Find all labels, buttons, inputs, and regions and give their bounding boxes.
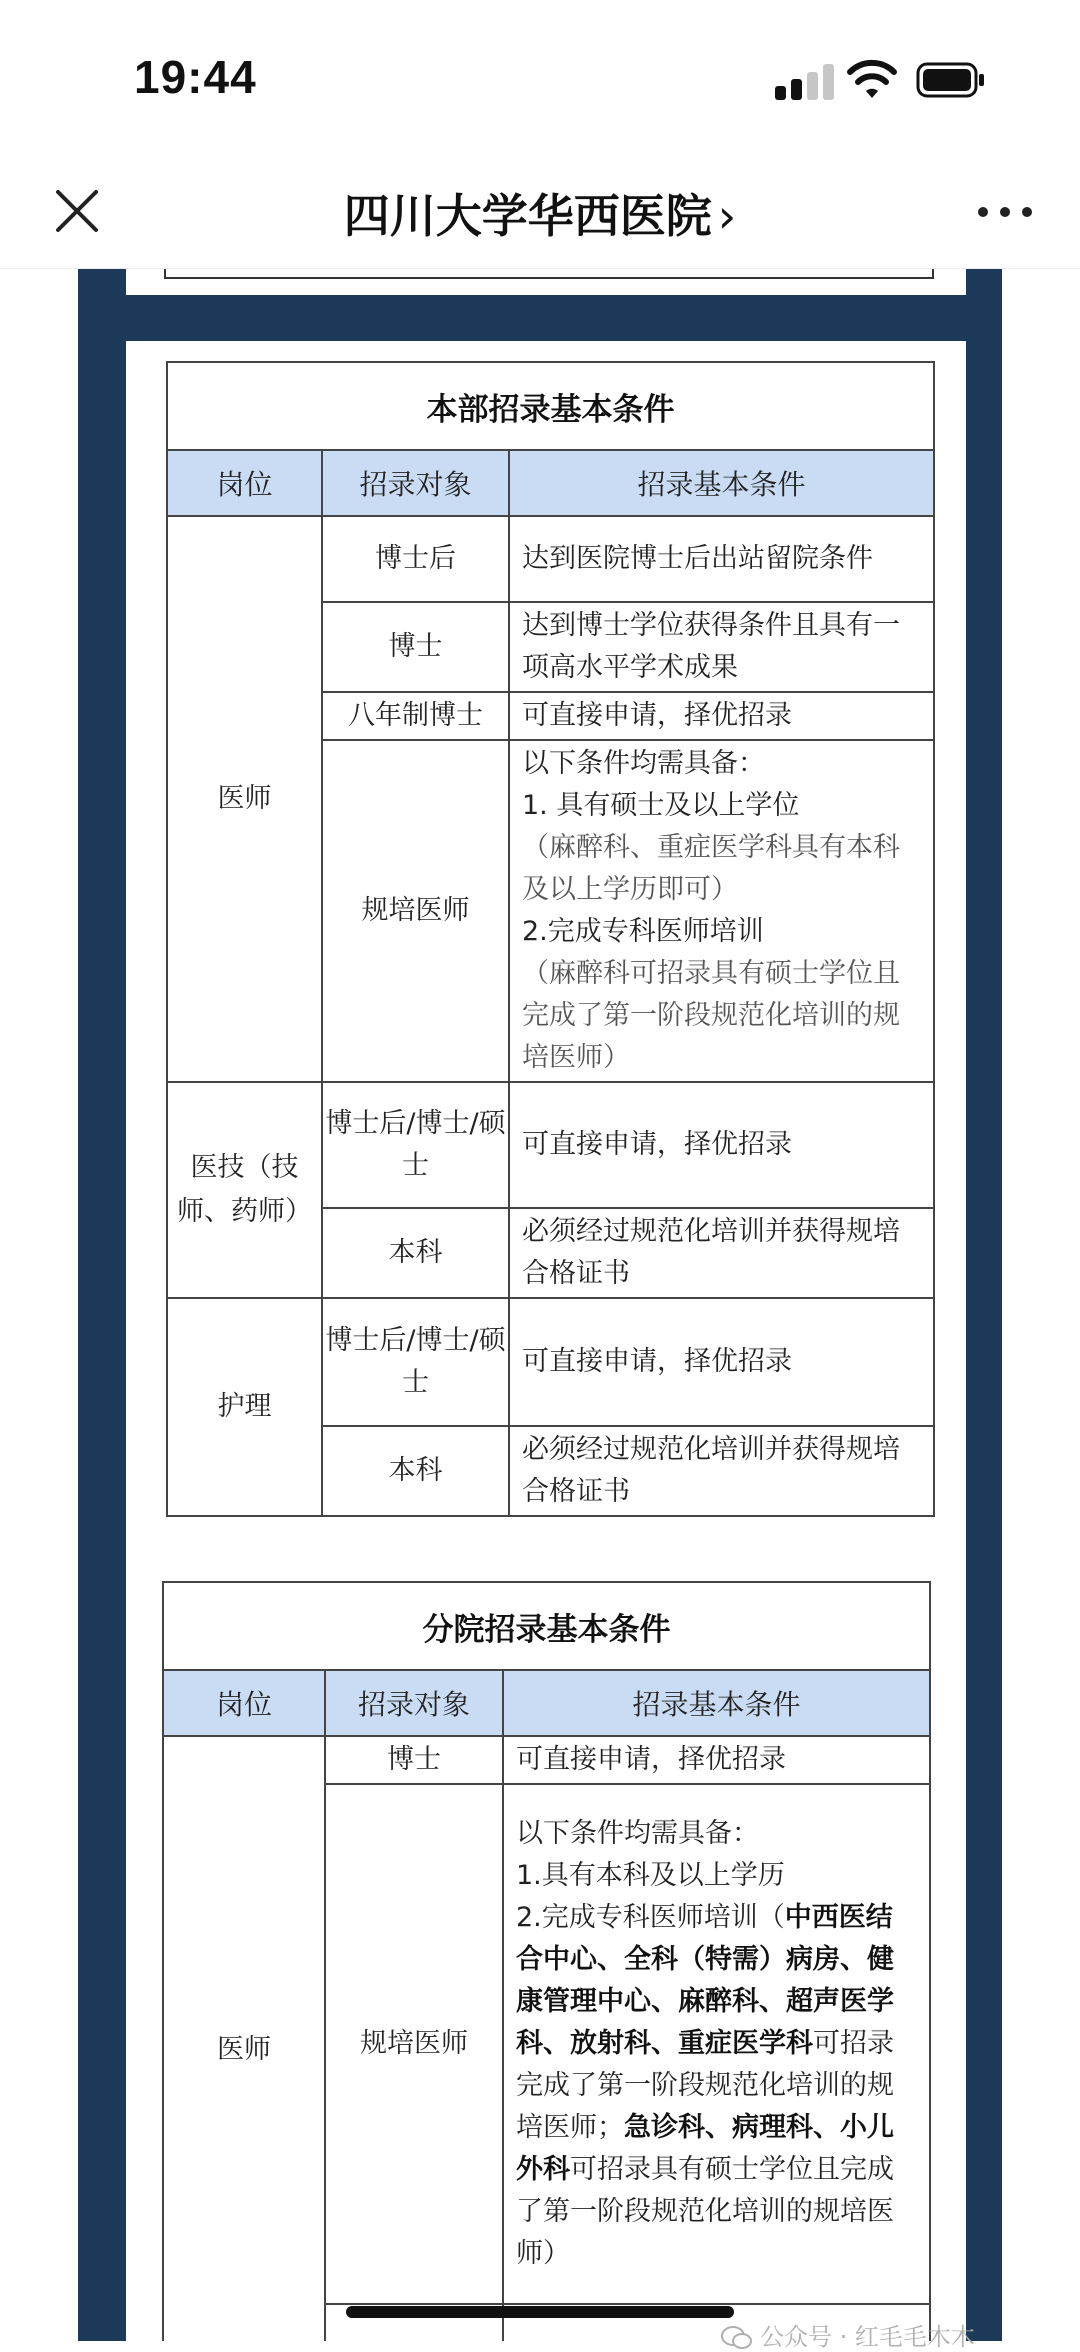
position-cell: 医技（技师、药师） (167, 1082, 322, 1298)
main-campus-panel (126, 341, 966, 1581)
wifi-icon (846, 58, 898, 102)
chevron-right-icon[interactable]: › (717, 189, 737, 243)
table-title: 分院招录基本条件 (163, 1582, 930, 1670)
nav-bar (0, 150, 1080, 269)
condition-text: 2.完成专科医师培训（ (516, 1902, 785, 1933)
battery-icon (916, 60, 986, 100)
condition-cell: 达到博士学位获得条件且具有一项高水平学术成果 (509, 602, 934, 692)
condition-line: 1. 具有硕士及以上学位 (522, 790, 800, 821)
condition-cell: 可直接申请，择优招录 (509, 692, 934, 740)
wechat-icon (720, 2326, 754, 2350)
previous-table-edge (164, 269, 934, 279)
status-time: 19:44 (134, 51, 257, 103)
header-conditions: 招录基本条件 (509, 450, 934, 516)
more-icon[interactable] (975, 202, 1035, 222)
branch-campus-table (162, 1581, 931, 2341)
target-cell: 规培医师 (322, 740, 509, 1082)
main-campus-table (166, 361, 935, 1517)
position-cell: 医师 (167, 516, 322, 1082)
table-row (167, 1298, 934, 1426)
condition-text: 可招录具有硕士学位且完成了第一阶段规范化培训的规培医师） (516, 2154, 894, 2269)
table-row (167, 516, 934, 602)
branch-campus-panel (126, 1554, 966, 2341)
header-position: 岗位 (167, 450, 322, 516)
condition-text: 可招录完成了第一阶段规范化培训的规培医师； (516, 2028, 894, 2143)
target-cell: 规培医师 (325, 1784, 503, 2304)
target-cell: 博士后 (322, 516, 509, 602)
condition-cell: 可直接申请，择优招录 (509, 1298, 934, 1426)
table-row (167, 1082, 934, 1208)
article-content (0, 269, 1080, 2341)
page-title[interactable] (0, 180, 1080, 246)
condition-cell: 必须经过规范化培训并获得规培合格证书 (509, 1208, 934, 1298)
header-conditions: 招录基本条件 (503, 1670, 930, 1736)
condition-line: 1.具有本科及以上学历 (516, 1860, 785, 1891)
position-cell: 护理 (167, 1298, 322, 1516)
header-target: 招录对象 (325, 1670, 503, 1736)
watermark-text: 公众号 · 红毛毛木木 (760, 2323, 975, 2351)
home-indicator[interactable] (346, 2306, 734, 2318)
target-cell: 博士后/博士/硕士 (322, 1298, 509, 1426)
condition-line: 以下条件均需具备： (522, 748, 765, 779)
condition-cell: 可直接申请，择优招录 (503, 1736, 930, 1784)
account-name[interactable]: 四川大学华西医院 (343, 189, 712, 243)
condition-line: 以下条件均需具备： (516, 1818, 759, 1849)
table-title: 本部招录基本条件 (167, 362, 934, 450)
table-row (163, 1736, 930, 1784)
target-cell: 博士后/博士/硕士 (322, 1082, 509, 1208)
position-cell: 医师 (163, 1736, 325, 2341)
condition-departments: 急诊科、病理科、小儿外科 (516, 2112, 894, 2185)
previous-panel-edge (126, 269, 966, 295)
condition-cell (509, 740, 934, 1082)
condition-cell (503, 1784, 930, 2304)
target-cell: 八年制博士 (322, 692, 509, 740)
target-cell: 博士 (325, 1736, 503, 1784)
target-cell: 本科 (322, 1208, 509, 1298)
condition-cell: 达到医院博士后出站留院条件 (509, 516, 934, 602)
target-cell: 本科 (322, 1426, 509, 1516)
watermark (720, 2317, 975, 2352)
cellular-signal-icon (775, 62, 835, 100)
condition-note: （麻醉科、重症医学科具有本科及以上学历即可） (522, 832, 900, 905)
header-target: 招录对象 (322, 450, 509, 516)
condition-cell: 必须经过规范化培训并获得规培合格证书 (509, 1426, 934, 1516)
target-cell: 博士 (322, 602, 509, 692)
condition-line: 2.完成专科医师培训 (522, 916, 764, 947)
header-position: 岗位 (163, 1670, 325, 1736)
condition-note: （麻醉科可招录具有硕士学位且完成了第一阶段规范化培训的规培医师） (522, 958, 900, 1073)
condition-departments: 中西医结合中心、全科（特需）病房、健康管理中心、麻醉科、超声医学科、放射科、重症医学科 (516, 1902, 894, 2059)
status-bar (0, 0, 1080, 150)
condition-cell: 可直接申请，择优招录 (509, 1082, 934, 1208)
